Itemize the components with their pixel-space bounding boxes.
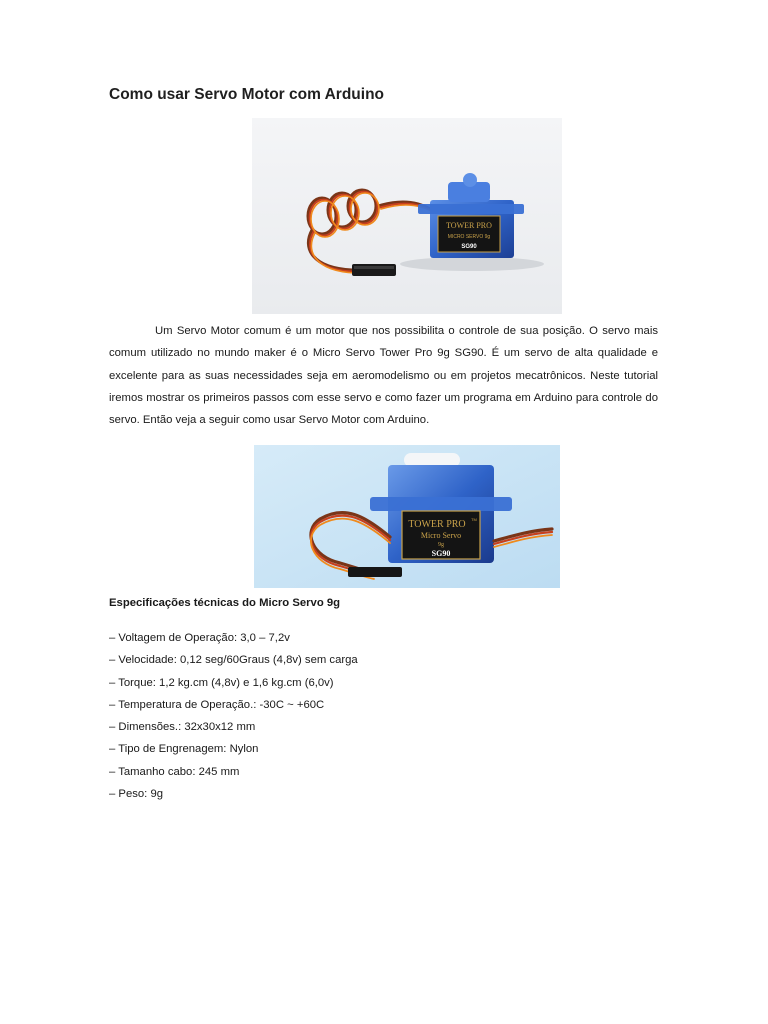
spec-item-voltage: – Voltagem de Operação: 3,0 – 7,2v [109, 632, 290, 644]
servo-photo-1 [252, 118, 562, 314]
specs-heading: Especificações técnicas do Micro Servo 9g [109, 597, 341, 609]
specs-list [109, 627, 358, 805]
spec-item-torque: – Torque: 1,2 kg.cm (4,8v) e 1,6 kg.cm (6,0v) [109, 676, 334, 689]
page-title: Como usar Servo Motor com Arduino [109, 86, 385, 103]
intro-paragraph: Um Servo Motor comum é um motor que nos possibilita o controle de sua posição. O servo mais comum utilizado no mundo maker é o Micro Servo Tower Pro 9g SG90. É um servo de alta qualidade e excelente para as suas necessidades seja em aeromodelismo ou em projetos mecatrônicos. Neste tutorial iremos mostrar os primeiros passos com esse servo e como fazer um programa em Arduino para controle do servo. Então veja a seguir como usar Servo Motor com Arduino. [109, 325, 658, 427]
servo-photo-2 [254, 445, 560, 588]
spec-item-weight: – Peso: 9g [109, 788, 164, 801]
servo-label-line-2b: 9g [438, 542, 444, 548]
spec-item-speed: – Velocidade: 0,12 seg/60Graus (4,8v) sem carga [109, 654, 358, 667]
servo-model-text-2: SG90 [431, 549, 451, 558]
servo-model-text-1: SG90 [461, 244, 477, 250]
spec-item-cable-length: – Tamanho cabo: 245 mm [109, 765, 240, 778]
spec-item-dimensions: – Dimensões.: 32x30x12 mm [109, 721, 256, 734]
servo-brand-text-2: TOWER PRO [408, 519, 466, 530]
servo-trademark-2: TM [471, 517, 477, 522]
servo-brand-text-1: TOWER PRO [446, 221, 492, 230]
servo-label-line-1: MICRO SERVO 9g [447, 234, 491, 240]
spec-item-temperature: – Temperatura de Operação.: -30C ~ +60C [109, 698, 325, 711]
servo-label-line-2a: Micro Servo [420, 531, 462, 540]
spec-item-gear-type: – Tipo de Engrenagem: Nylon [109, 743, 259, 756]
